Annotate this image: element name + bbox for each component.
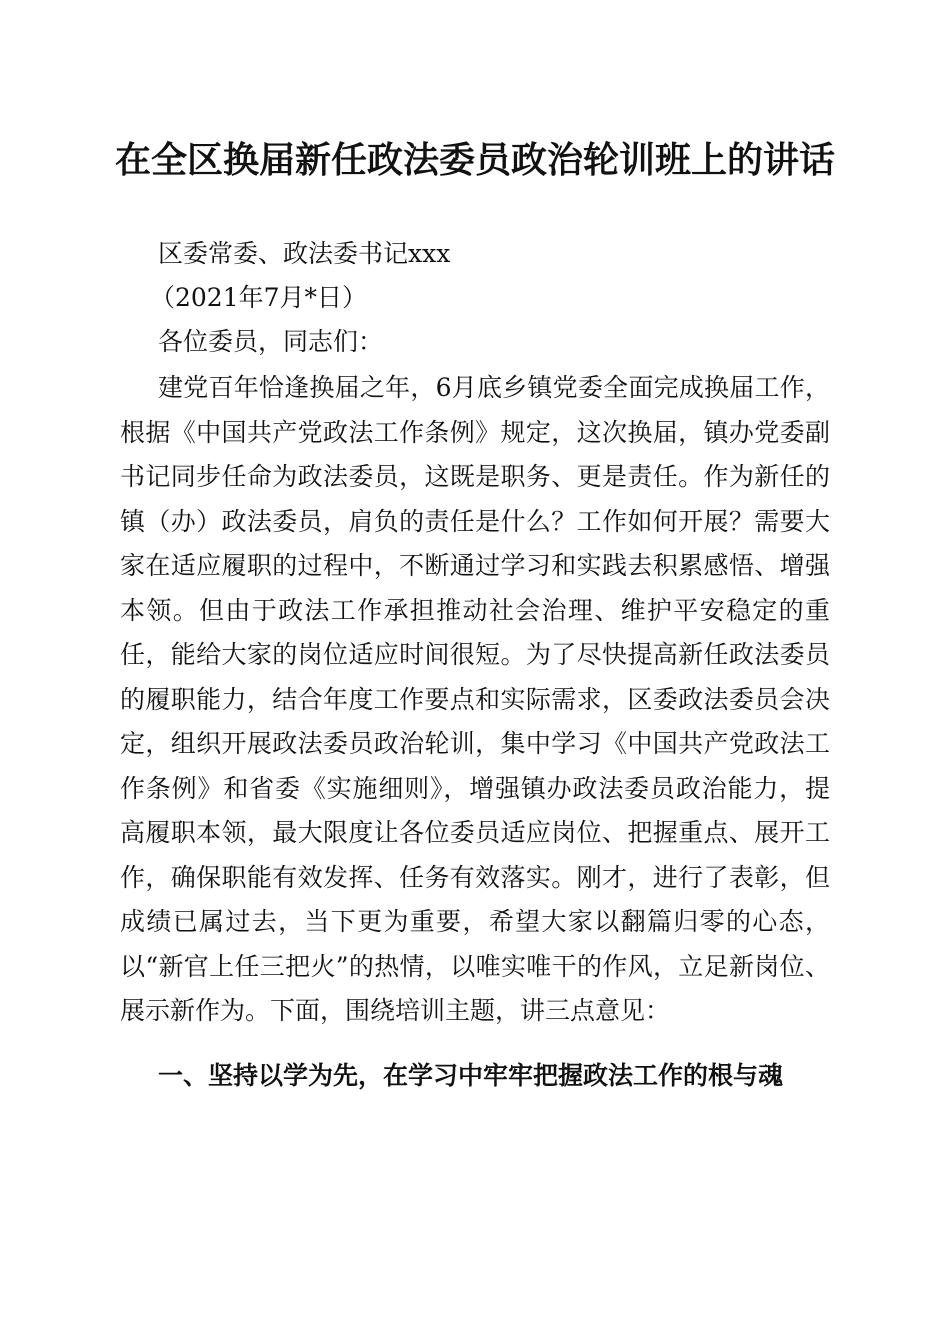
document-title: 在全区换届新任政法委员政治轮训班上的讲话 bbox=[114, 139, 835, 181]
salutation: 各位委员，同志们： bbox=[158, 327, 384, 356]
speaker-line: 区委常委、政法委书记xxx bbox=[158, 239, 451, 268]
date-line: （2021年7月*日） bbox=[150, 283, 368, 312]
body-paragraph: 建党百年恰逢换届之年，6月底乡镇党委全面完成换届工作，根据《中国共产党政法工作条例》规定，这次换届，镇办党委副书记同步任命为政法委员，这既是职务、更是责任。作为新任的镇（办）政法委员，肩负的责任是什么？工作如何开展？需要大家在适应履职的过程中，不断通过学习和实践去积累感悟、增强本领。但由于政法工作承担推动社会治理、维护平安稳定的重任，能给大家的岗位适应时间很短。为了尽快提高新任政法委员的履职能力，结合年度工作要点和实际需求，区委政法委员会决定，组织开展政法委员政治轮训，集中学习《中国共产党政法工作条例》和省委《实施细则》，增强镇办政法委员政治能力，提高履职本领，最大限度让各位委员适应岗位、把握重点、展开工作，确保职能有效发挥、任务有效落实。刚才，进行了表彰，但成绩已属过去，当下更为重要，希望大家以翻篇归零的心态，以“新官上任三把火”的热情，以唯实唯干的作风，立足新岗位、展示新作为。下面，围绕培训主题，讲三点意见： bbox=[120, 373, 830, 1025]
section-heading: 一、坚持以学为先，在学习中牢牢把握政法工作的根与魂 bbox=[158, 1061, 784, 1090]
